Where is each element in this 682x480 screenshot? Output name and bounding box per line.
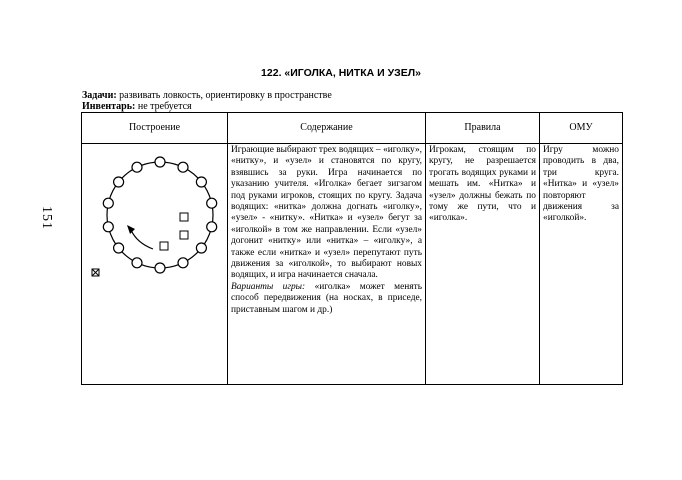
table-row [82, 144, 623, 385]
table-header-row [82, 113, 623, 144]
variants-label: Варианты игры: [231, 281, 306, 292]
rules-text: Игрокам, стоящим по кругу, не разрешается трогать водящих руками и мешать им. «Нитка» и «узел» должны бежать по тому же пути, что и «иголка». [429, 145, 536, 224]
meta-block [82, 90, 332, 112]
teacher-icon [92, 269, 99, 276]
page-title: 122. «ИГОЛКА, НИТКА И УЗЕЛ» [261, 67, 421, 79]
header-formation: Построение [82, 113, 228, 144]
player-circle [132, 162, 142, 172]
player-circle [103, 198, 113, 208]
player-circle [178, 162, 188, 172]
player-circle [114, 243, 124, 253]
omu-cell [540, 144, 623, 385]
rules-cell [426, 144, 540, 385]
player-circle [207, 222, 217, 232]
player-circle [196, 177, 206, 187]
content-main-text: Играющие выбирают трех водящих – «иголку», «нитку», и «узел» и становятся по кругу, взявшись за руки. Игра начинается по указанию учителя. «Иголка» бегает зигзагом под руками игроков, стоящих по кругу. Задача водящих: «нитка» должна догнать «иголку», «узел» - «нитку». «Нитка» и «узел» бегут за «иголкой» в том же направлении. Если «узел» догонит «нитку» или «нитка» – «иголку», а также если «нитка» и «узел» перепутают путь движения за «иголкой», то выбирают новых водящих, и игра начинается сначала. [231, 145, 422, 281]
inventory-label: Инвентарь: [82, 101, 136, 112]
tasks-text: развивать ловкость, ориентировку в пространстве [119, 90, 332, 101]
formation-diagram [85, 145, 231, 383]
game-table [81, 112, 623, 385]
leader-needle-marker [180, 213, 188, 221]
page-number: 151 [39, 206, 54, 230]
direction-arrowhead [127, 225, 135, 234]
direction-arrow [131, 230, 153, 249]
tasks-label: Задачи: [82, 90, 117, 101]
leader-knot-marker [160, 242, 168, 250]
player-circle [155, 263, 165, 273]
leader-thread-marker [180, 231, 188, 239]
header-rules: Правила [426, 113, 540, 144]
inventory-text: не требуется [137, 101, 192, 112]
player-circle [178, 258, 188, 268]
player-circle [196, 243, 206, 253]
variants-text: «иголка» может менять способ передвижения (на носках, в приседе, приставным шагом и др.) [231, 281, 422, 315]
content-cell [228, 144, 426, 385]
player-circle [103, 222, 113, 232]
player-circle [155, 157, 165, 167]
player-circle [207, 198, 217, 208]
formation-diagram-cell [82, 144, 228, 385]
inventory-line [82, 101, 332, 112]
player-circle [114, 177, 124, 187]
player-circle [132, 258, 142, 268]
header-content: Содержание [228, 113, 426, 144]
tasks-line [82, 90, 332, 101]
header-omu: ОМУ [540, 113, 623, 144]
omu-text: Игру можно проводить в два, три круга. «Нитка» и «узел» повторяют движения за «иголкой». [543, 145, 619, 224]
